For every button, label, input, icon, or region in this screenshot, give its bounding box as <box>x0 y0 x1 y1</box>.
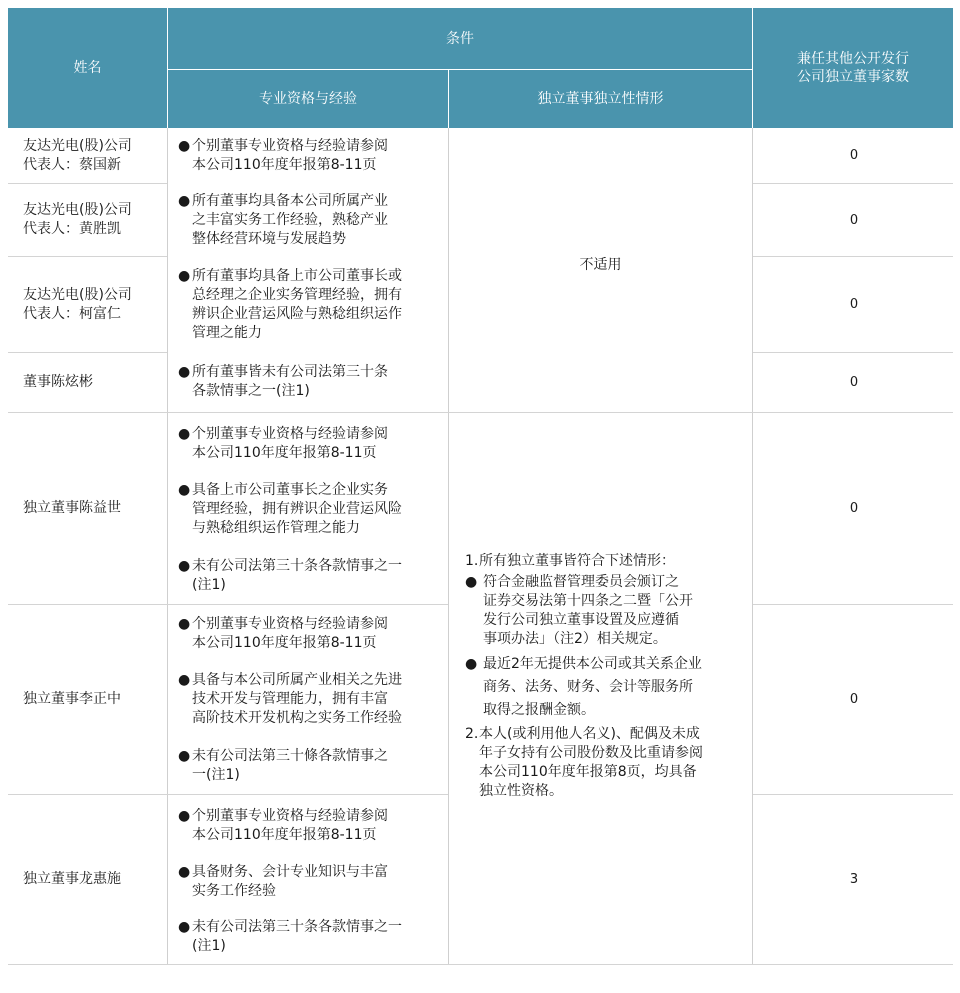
group1-independence-text: 不适用 <box>579 256 622 273</box>
bullet-line: 个别董事专业资格与经验请参阅 <box>192 426 388 442</box>
item-text: 年子女持有公司股份数及比重请参阅 <box>479 745 703 761</box>
bullet-icon: ● <box>178 748 191 764</box>
list-item <box>178 481 440 538</box>
bullet-line: 所有董事皆未有公司法第三十条 <box>192 364 388 380</box>
independence-sub-2 <box>465 653 745 722</box>
count-text: 0 <box>849 375 859 390</box>
independence-sub-1 <box>465 573 745 649</box>
independence-description <box>465 552 745 801</box>
bullet-line: 技术开发与管理能力，拥有丰富 <box>192 691 388 707</box>
item-text: 符合金融监督管理委员会颁订之 <box>483 574 679 590</box>
bullet-line: 具备财务、会计专业知识与丰富 <box>192 864 388 880</box>
header-independence-label: 独立董事独立性情形 <box>537 91 664 107</box>
bullet-line: 总经理之企业实务管理经验，拥有 <box>192 287 402 303</box>
bullet-line: 本公司110年度年报第8-11页 <box>192 827 377 843</box>
bullet-icon: ● <box>178 808 191 824</box>
count-text: 0 <box>849 148 859 163</box>
header-other-count-line2: 公司独立董事家数 <box>797 69 909 85</box>
list-item <box>178 807 440 845</box>
name-line1: 独立董事龙惠施 <box>23 871 121 887</box>
list-item <box>178 863 440 901</box>
item-text: 独立性资格。 <box>479 783 563 799</box>
bullet-icon: ● <box>178 364 191 380</box>
header-qualification-label: 专业资格与经验 <box>259 91 357 107</box>
name-line1: 友达光电(股)公司 <box>23 137 132 154</box>
bullet-icon: ● <box>178 426 191 442</box>
table-row-name <box>23 257 163 352</box>
bullet-line: 未有公司法第三十条各款情事之一 <box>192 558 402 574</box>
table-row-name <box>23 128 163 183</box>
divider <box>8 964 953 965</box>
count-text: 0 <box>849 212 859 228</box>
name-line1: 董事陈炫彬 <box>23 374 93 390</box>
bullet-line: 与熟稔组织运作管理之能力 <box>192 520 360 536</box>
count-text: 0 <box>849 297 859 312</box>
header-conditions-label: 条件 <box>446 30 474 47</box>
bullet-line: 所有董事均具备本公司所属产业 <box>192 193 388 209</box>
list-item <box>178 747 440 785</box>
other-count-value <box>754 413 954 604</box>
item-text: 商务、法务、财务、会计等服务所 <box>483 679 693 695</box>
bullet-line: 具备与本公司所属产业相关之先进 <box>192 672 402 688</box>
header-other-count <box>753 8 953 128</box>
item-text: 取得之报酬金额。 <box>483 702 595 718</box>
divider <box>752 128 753 964</box>
table-row-name <box>23 605 163 794</box>
name-line1: 友达光电(股)公司 <box>23 202 132 218</box>
item-number: 1. <box>465 553 479 569</box>
list-item <box>178 267 440 343</box>
list-item <box>178 425 440 463</box>
header-independence <box>449 70 752 128</box>
bullet-line: 管理经验，拥有辨识企业营运风险 <box>192 501 402 517</box>
count-text: 0 <box>849 501 859 516</box>
bullet-icon: ● <box>465 574 478 590</box>
name-line2: 代表人：柯富仁 <box>23 305 121 322</box>
other-count-value <box>754 184 954 256</box>
name-line2: 代表人：蔡国新 <box>23 156 121 173</box>
bullet-line: (注1) <box>192 938 226 954</box>
bullet-line: 管理之能力 <box>192 325 262 341</box>
other-count-value <box>754 795 954 964</box>
item-text: 发行公司独立董事设置及应遵循 <box>483 612 679 628</box>
bullet-icon: ● <box>178 864 191 880</box>
bullet-line: (注1) <box>192 577 226 593</box>
bullet-line: 个别董事专业资格与经验请参阅 <box>192 616 388 632</box>
item-text: 本人(或利用他人名义)、配偶及未成 <box>479 726 700 742</box>
list-item <box>178 615 440 653</box>
item-text: 最近2年无提供本公司或其关系企业 <box>483 656 702 672</box>
list-item <box>178 918 440 956</box>
list-item <box>178 192 440 249</box>
header-qualification <box>168 70 448 128</box>
bullet-line: 未有公司法第三十条各款情事之一 <box>192 919 402 935</box>
table-row-name <box>23 353 163 412</box>
bullet-icon: ● <box>178 138 191 154</box>
independence-item-1 <box>465 552 745 571</box>
bullet-icon: ● <box>178 558 191 574</box>
other-count-value <box>754 128 954 183</box>
bullet-line: 整体经营环境与发展趋势 <box>192 231 346 247</box>
bullet-icon: ● <box>178 193 191 209</box>
table-row-name <box>23 184 163 256</box>
name-line2: 代表人：黄胜凯 <box>23 221 121 237</box>
other-count-value <box>754 257 954 352</box>
table-row-name <box>23 413 163 604</box>
bullet-line: 个别董事专业资格与经验请参阅 <box>192 808 388 824</box>
list-item <box>178 137 440 175</box>
other-count-value <box>754 353 954 412</box>
bullet-line: 未有公司法第三十條各款情事之 <box>192 748 388 764</box>
name-line1: 友达光电(股)公司 <box>23 286 132 303</box>
name-line1: 独立董事陈益世 <box>23 500 121 516</box>
bullet-icon: ● <box>178 268 191 284</box>
bullet-line: 本公司110年度年报第8-11页 <box>192 445 377 461</box>
bullet-line: 具备上市公司董事长之企业实务 <box>192 482 388 498</box>
table-row-name <box>23 795 163 964</box>
header-other-count-line1: 兼任其他公开发行 <box>797 51 909 67</box>
independence-item-2 <box>465 725 745 801</box>
bullet-line: 实务工作经验 <box>192 883 276 899</box>
item-text: 证券交易法第十四条之二暨「公开 <box>483 593 693 609</box>
other-count-value <box>754 605 954 794</box>
header-name-label: 姓名 <box>73 60 102 76</box>
divider <box>167 128 168 964</box>
bullet-line: 本公司110年度年报第8-11页 <box>192 635 377 651</box>
item-text: 事项办法」（注2）相关规定。 <box>483 631 667 647</box>
bullet-line: 各款情事之一(注1) <box>192 383 310 399</box>
list-item <box>178 557 440 595</box>
bullet-line: 所有董事均具备上市公司董事长或 <box>192 268 402 284</box>
bullet-icon: ● <box>178 919 191 935</box>
bullet-icon: ● <box>178 482 191 498</box>
bullet-icon: ● <box>178 616 191 632</box>
header-name <box>8 8 167 128</box>
bullet-icon: ● <box>178 672 191 688</box>
bullet-line: 高阶技术开发机构之实务工作经验 <box>192 710 402 726</box>
bullet-line: 辨识企业营运风险与熟稔组织运作 <box>192 306 402 322</box>
count-text: 3 <box>849 872 859 887</box>
bullet-line: 一(注1) <box>192 767 240 783</box>
bullet-line: 之丰富实务工作经验，熟稔产业 <box>192 212 388 228</box>
name-line1: 独立董事李正中 <box>23 691 121 707</box>
count-text: 0 <box>849 692 859 707</box>
item-number: 2. <box>465 726 479 742</box>
list-item <box>178 671 440 728</box>
header-conditions <box>168 8 752 69</box>
bullet-line: 本公司110年度年报第8-11页 <box>192 157 377 173</box>
item-text: 本公司110年度年报第8页，均具备 <box>479 764 697 780</box>
bullet-icon: ● <box>465 656 478 672</box>
group1-independence <box>449 128 752 412</box>
list-item <box>178 363 440 401</box>
bullet-line: 个别董事专业资格与经验请参阅 <box>192 138 388 154</box>
item-text: 所有独立董事皆符合下述情形： <box>479 553 675 569</box>
